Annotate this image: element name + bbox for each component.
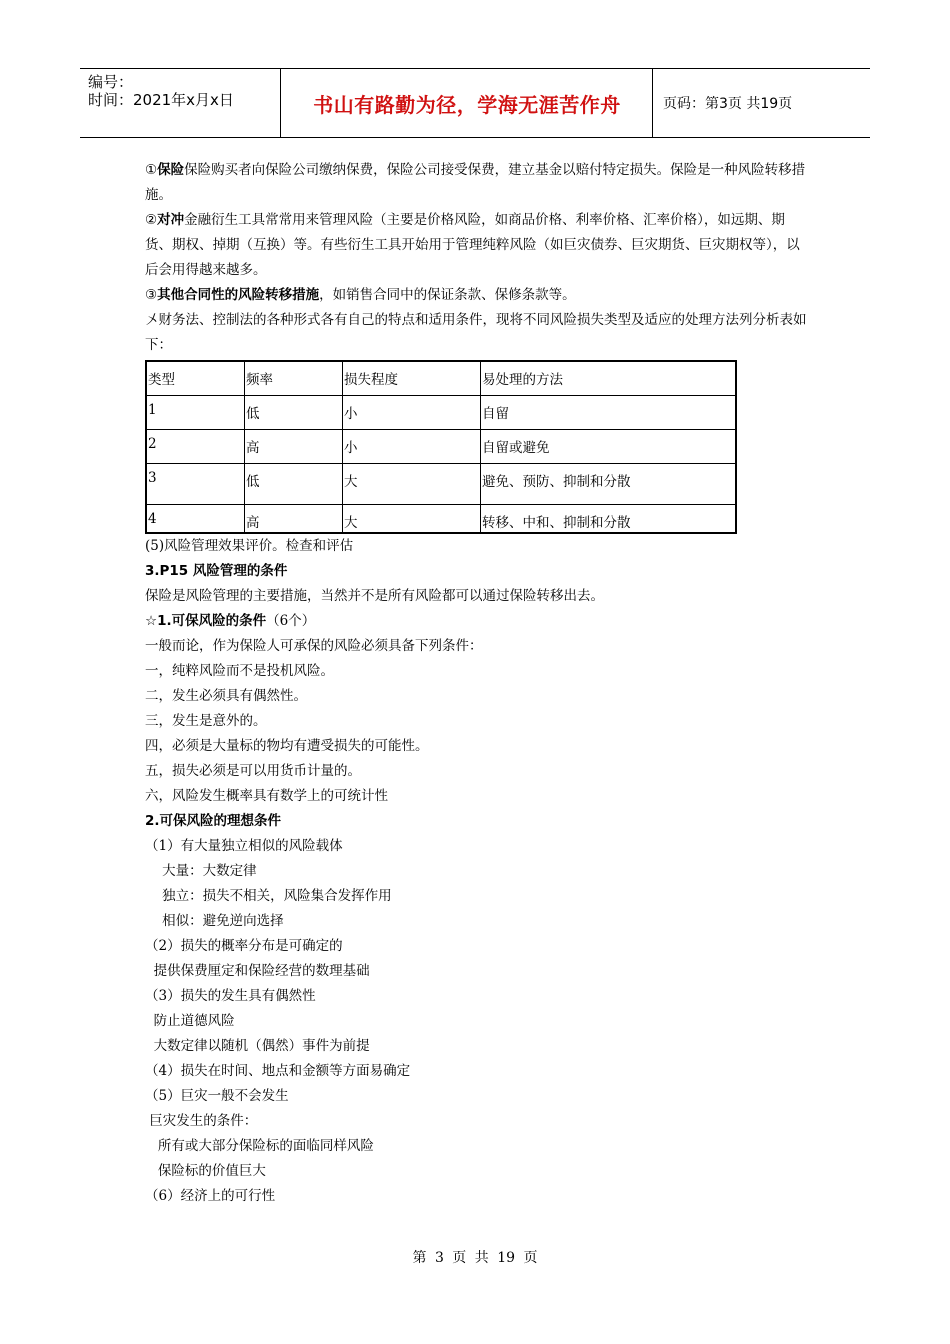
list-subitem: 相似：避免逆向选择 (145, 913, 284, 929)
heading-text: 3.P15 风险管理的条件 (145, 563, 288, 579)
list-item: 二，发生必须具有偶然性。 (145, 688, 307, 704)
line-text: 保险是风险管理的主要措施，当然并不是所有风险都可以通过保险转移出去。 (145, 588, 604, 604)
list-subitem: 所有或大部分保险标的面临同样风险 (145, 1138, 374, 1154)
list-item: （5）巨灾一般不会发生 (145, 1088, 289, 1104)
subheading-insurable-conditions (145, 609, 810, 634)
paragraph-text: 金融衍生工具常常用来管理风险（主要是价格风险，如商品价格、利率价格、汇率价格），如远期、期货、期权、掉期（互换）等。有些衍生工具开始用于管理纯粹风险（如巨灾债券、巨灾期货、巨灾期权等），以后会用得越来越多。 (145, 212, 800, 278)
line-evaluation: (5)风险管理效果评价。检查和评估 (145, 538, 354, 554)
heading-suffix: （6个） (266, 613, 316, 629)
circled-number-3: ③ (145, 287, 158, 303)
paragraph-table-intro: 〤财务法、控制法的各种形式各有自己的特点和适用条件，现将不同风险损失类型及适应的处理方法列分析表如下： (145, 312, 807, 353)
list-item: 四，必须是大量标的物均有遭受损失的可能性。 (145, 738, 429, 754)
risk-method-table (145, 360, 737, 534)
circled-number-2: ② (145, 212, 158, 228)
list-subitem: 巨灾发生的条件： (145, 1113, 258, 1129)
list-item: （1）有大量独立相似的风险载体 (145, 838, 343, 854)
list-item: （2）损失的概率分布是可确定的 (145, 938, 343, 954)
table-header-cell: 损失程度 (343, 361, 481, 396)
list-item: （6）经济上的可行性 (145, 1188, 276, 1204)
page-header (80, 68, 870, 138)
paragraph-other-contracts (145, 283, 810, 308)
table-cell: 低 (245, 464, 343, 505)
term-insurance: 保险 (157, 162, 185, 178)
list-item: 三，发生是意外的。 (145, 713, 267, 729)
line-text: 一般而论，作为保险人可承保的风险必须具备下列条件： (145, 638, 483, 654)
list-subitem: 大量：大数定律 (145, 863, 257, 879)
list-subitem: 提供保费厘定和保险经营的数理基础 (145, 963, 370, 979)
heading-text: 1.可保风险的条件 (157, 613, 267, 629)
header-motto: 书山有路勤为径，学海无涯苦作舟 (282, 69, 653, 137)
table-cell: 大 (343, 464, 481, 505)
table-cell: 1 (146, 396, 245, 430)
paragraph-insurance (145, 158, 810, 208)
list-item: 六，风险发生概率具有数学上的可统计性 (145, 788, 388, 804)
table-cell: 避免、预防、抑制和分散 (481, 464, 737, 505)
table-cell: 3 (146, 464, 245, 505)
table-cell: 小 (343, 396, 481, 430)
table-row (146, 430, 736, 464)
table-header-row (146, 361, 736, 396)
header-meta (80, 69, 281, 137)
table-cell: 高 (245, 505, 343, 534)
table-header-cell: 易处理的方法 (481, 361, 737, 396)
time-label: 时间：2021年x月x日 (88, 91, 234, 109)
table-row (146, 505, 736, 534)
list-subitem: 防止道德风险 (145, 1013, 235, 1029)
table-cell: 高 (245, 430, 343, 464)
heading-text: 2.可保风险的理想条件 (145, 813, 282, 829)
subheading-ideal-conditions (145, 809, 810, 834)
star-icon: ☆ (145, 613, 158, 629)
term-other-contracts: 其他合同性的风险转移措施 (157, 287, 320, 303)
paragraph-hedging (145, 208, 810, 283)
list-item: 一，纯粹风险而不是投机风险。 (145, 663, 334, 679)
list-item: （3）损失的发生具有偶然性 (145, 988, 316, 1004)
document-body (145, 158, 810, 1209)
table-cell: 低 (245, 396, 343, 430)
table-cell: 自留 (481, 396, 737, 430)
table-row (146, 464, 736, 505)
table-cell: 2 (146, 430, 245, 464)
table-cell: 4 (146, 505, 245, 534)
table-row (146, 396, 736, 430)
paragraph-text: ，如销售合同中的保证条款、保修条款等。 (319, 287, 576, 303)
circled-number-1: ① (145, 162, 158, 178)
table-header-cell: 类型 (146, 361, 245, 396)
list-item: 五，损失必须是可以用货币计量的。 (145, 763, 361, 779)
table-cell: 转移、中和、抑制和分散 (481, 505, 737, 534)
term-hedging: 对冲 (157, 212, 185, 228)
list-subitem: 大数定律以随机（偶然）事件为前提 (145, 1038, 370, 1054)
section-heading-3 (145, 559, 810, 584)
page-footer: 第 3 页 共 19 页 (412, 1250, 538, 1266)
number-label: 编号： (88, 73, 134, 91)
table-cell: 小 (343, 430, 481, 464)
table-header-cell: 频率 (245, 361, 343, 396)
header-page-info: 页码：第3页 共19页 (663, 96, 793, 112)
list-subitem: 保险标的价值巨大 (145, 1163, 266, 1179)
table-cell: 自留或避免 (481, 430, 737, 464)
list-subitem: 独立：损失不相关，风险集合发挥作用 (145, 888, 392, 904)
list-item: （4）损失在时间、地点和金额等方面易确定 (145, 1063, 411, 1079)
table-cell: 大 (343, 505, 481, 534)
paragraph-text: 保险购买者向保险公司缴纳保费，保险公司接受保费，建立基金以赔付特定损失。保险是一种风险转移措施。 (145, 162, 806, 203)
